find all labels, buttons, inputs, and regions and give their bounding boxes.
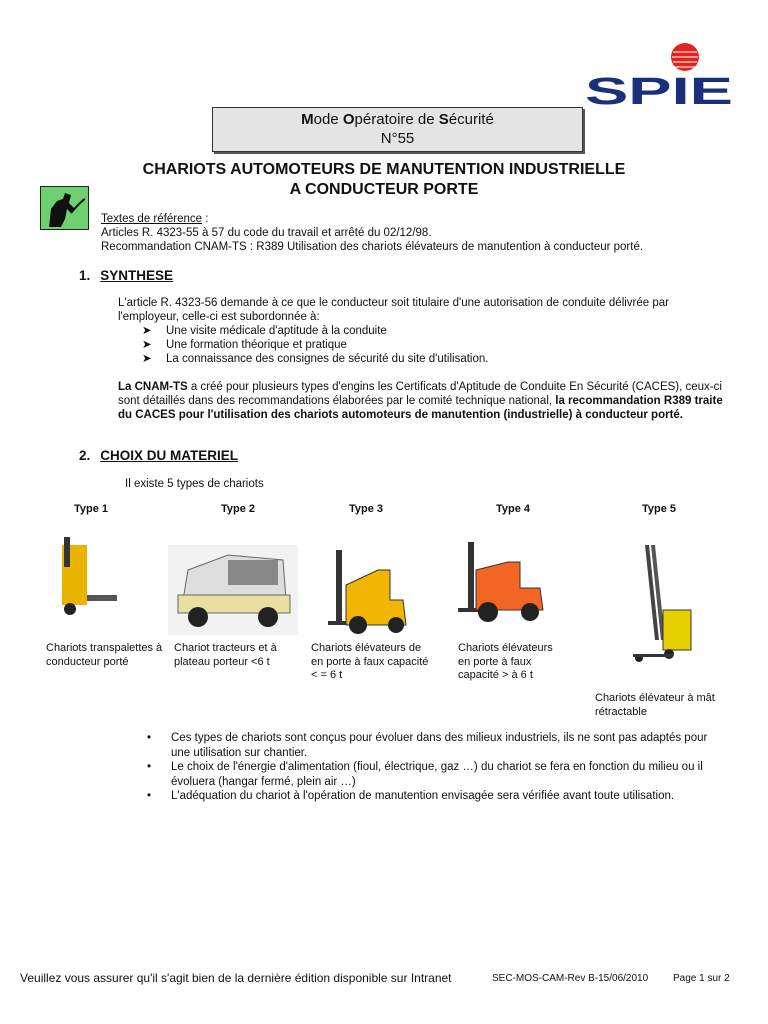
section-1-body (118, 296, 728, 422)
forklift-type5-image (625, 540, 700, 675)
forklift-type3-image (328, 545, 418, 640)
type-label: Type 2 (220, 503, 256, 515)
bullet-item: • Le choix de l'énergie d'alimentation (fioul, électrique, gaz …) du chariot se fera en fonction du milieu ou il évoluera (hangar fermé, plein air …) (147, 761, 703, 788)
footer-page-number: Page 1 sur 2 (673, 973, 730, 984)
type-caption: Chariots élévateur à mât rétractable (595, 692, 715, 718)
section-2-heading: 2. CHOIX DU MATERIEL (79, 448, 239, 463)
mos-number: N°55 (380, 130, 415, 147)
section-2-intro: Il existe 5 types de chariots (125, 478, 264, 490)
reference-line: Articles R. 4323-55 à 57 du code du travail et arrêté du 02/12/98. (101, 227, 432, 239)
mos-header-box (212, 107, 583, 152)
bullet-item: • L'adéquation du chariot à l'opération de manutention envisagée sera vérifiée avant toute utilisation. (147, 790, 675, 802)
welder-pictogram-icon (40, 186, 89, 230)
section-1-heading: 1. SYNTHESE (79, 268, 174, 283)
forklift-type4-image (458, 540, 548, 630)
document-title-line1: CHARIOTS AUTOMOTEURS DE MANUTENTION INDUSTRIELLE (142, 161, 626, 178)
section-1-intro: L'article R. 4323-56 demande à ce que le conducteur soit titulaire d'une autorisation de conduite délivrée par l'employeur, celle-ci est subordonnée à: (118, 297, 669, 323)
type-caption: Chariots élévateurs en porte à faux capacité > à 6 t (458, 642, 553, 681)
bullet-item: • Ces types de chariots sont conçus pour évoluer dans des milieux industriels, ils ne sont pas adaptés pour une utilisation sur chantier. (147, 732, 708, 759)
cnam-paragraph: La CNAM-TS a créé pour plusieurs types d'engins les Certificats d'Aptitude de Conduite En Sécurité (CACES), ceux-ci sont détaillés dans des recommandations élaborées par le comité technique national, la recommandation R389 traite du CACES pour l'utilisation des chariots automoteurs de manutention (industrielle) à conducteur porté. (118, 381, 723, 421)
list-item: ➤ Une visite médicale d'aptitude à la conduite (142, 325, 387, 337)
type-label: Type 4 (495, 503, 531, 515)
list-item: ➤ Une formation théorique et pratique (142, 339, 347, 351)
type-label: Type 1 (73, 503, 109, 515)
type-caption: Chariots élévateurs de en porte à faux capacité < = 6 t (311, 642, 429, 681)
type-caption: Chariot tracteurs et à plateau porteur <6 t (174, 642, 277, 668)
type-label: Type 5 (641, 503, 677, 515)
forklift-type1-image (52, 535, 122, 625)
mos-title: Mode Opératoire de Sécurité (301, 111, 494, 128)
references-block: Textes de référence : Articles R. 4323-55 à 57 du code du travail et arrêté du 02/12/98. Recommandation CNAM-TS : R389 Utilisation des chariots élévateurs de manutention à conducteur porté. (101, 213, 644, 253)
list-item: ➤ La connaissance des consignes de sécurité du site d'utilisation. (142, 353, 489, 365)
footer-document-ref: SEC-MOS-CAM-Rev B-15/06/2010 (492, 973, 649, 984)
document-title-line2: A CONDUCTEUR PORTE (289, 181, 479, 198)
type-caption: Chariots transpalettes à conducteur porté (46, 642, 163, 668)
footer-notice: Veuillez vous assurer qu'il s'agit bien de la dernière édition disponible sur Intranet (20, 971, 452, 985)
tractor-type2-image (168, 545, 298, 640)
requirement-list (142, 324, 728, 366)
svg-text:SPIE: SPIE (585, 71, 733, 108)
reference-line: Recommandation CNAM-TS : R389 Utilisation des chariots élévateurs de manutention à conducteur porté. (101, 241, 644, 253)
spie-logo (585, 40, 735, 108)
references-label: Textes de référence (101, 213, 203, 225)
type-label: Type 3 (348, 503, 384, 515)
